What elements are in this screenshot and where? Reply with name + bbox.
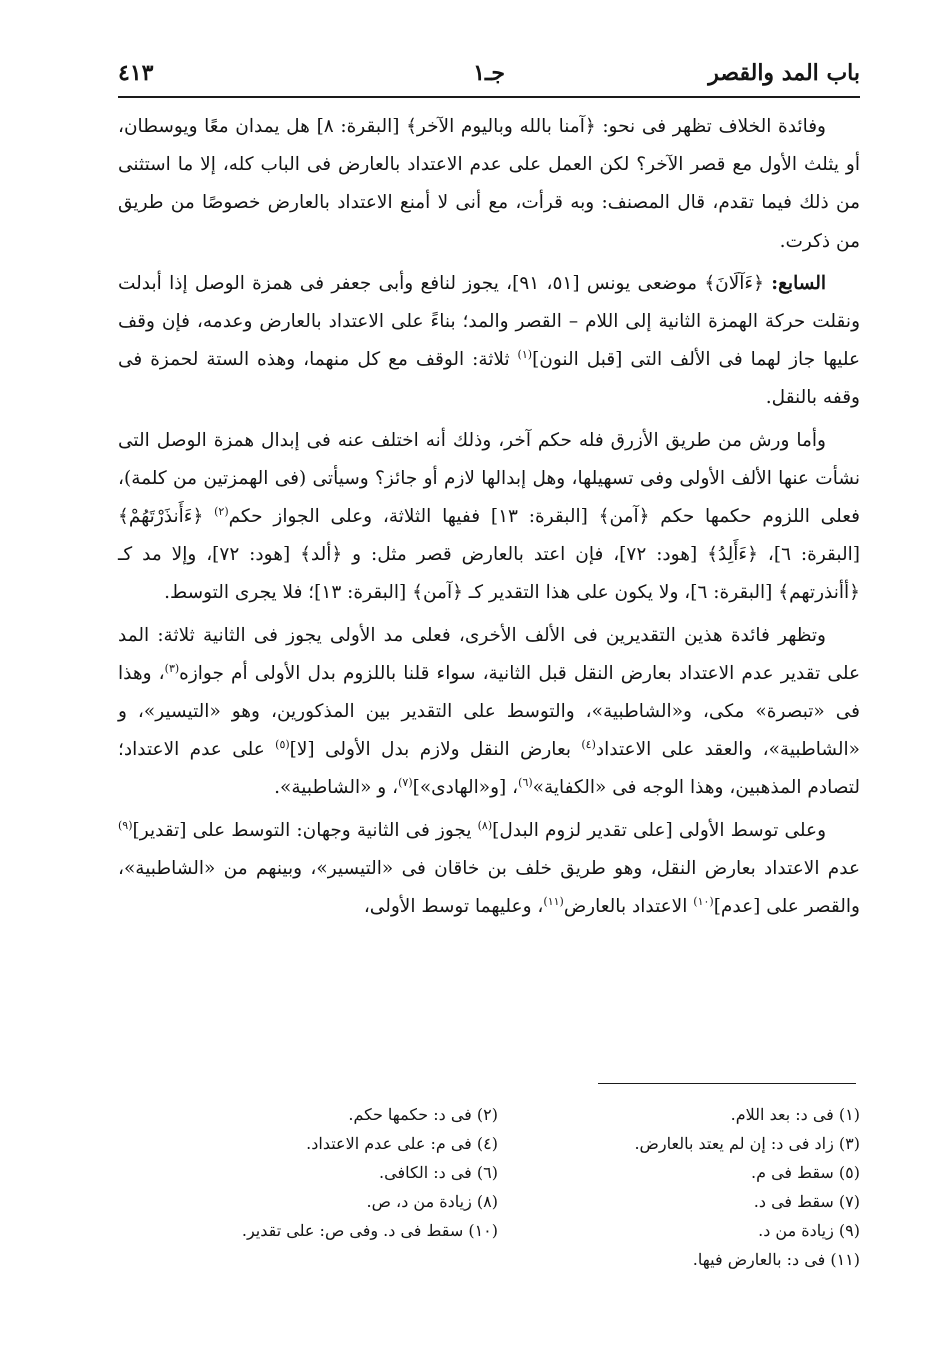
text-run: ، وعليهما توسط الأولى، <box>363 896 544 918</box>
text-run: وعلى توسط الأولى [على تقدير لزوم البدل] <box>492 819 827 841</box>
main-text <box>118 108 860 930</box>
footnote: (٩) زيادة من د. <box>758 1221 860 1240</box>
footnote: (٦) فى د: الكافى. <box>379 1163 498 1182</box>
footnote-ref: (٢) <box>214 504 229 518</box>
footnotes-right-column <box>500 1100 860 1274</box>
paragraph <box>118 265 860 418</box>
footnote: (٤) فى م: على عدم الاعتداد. <box>306 1134 498 1153</box>
footnote-ref: (١) <box>517 348 533 362</box>
volume-label: جـ١ <box>473 60 505 86</box>
footnote-ref: (٧) <box>398 776 413 790</box>
paragraph <box>118 812 860 927</box>
footnote-ref: (١٠) <box>693 894 714 908</box>
text-run: ثلاثة: الوقف مع كل منهما، وهذه الستة لحمزة فى وقفه بالنقل. <box>118 349 860 409</box>
page-header <box>118 56 860 98</box>
footnote-ref: (٩) <box>118 818 133 832</box>
footnote-ref: (٤) <box>581 738 596 752</box>
footnote: (١) فى د: بعد اللام. <box>730 1105 860 1124</box>
footnote: (٧) سقط فى د. <box>753 1192 860 1211</box>
text-run: وتظهر فائدة هذين التقديرين فى الألف الأخرى، فعلى مد الأولى يجوز فى الثانية ثلاثة: المد على تقدير عدم الاعتداد بعارض النقل قبل الثانية، سواء قلنا باللزوم بدل الأولى أم جوازه <box>118 624 860 684</box>
footnote: (٢) فى د: حكمها حكم. <box>348 1105 498 1124</box>
chapter-title: باب المد والقصر <box>708 60 860 86</box>
footnote: (٣) زاد فى د: إن لم يعتد بالعارض. <box>634 1134 860 1153</box>
text-run: وفائدة الخلاف تظهر فى نحو: ﴿آمنا بالله وباليوم الآخر﴾ [البقرة: ٨] هل يمدان معًا ويوسطان، أو يثلث الأول مع قصر الآخر؟ لكن العمل على عدم الاعتداد بالعارض فى الباب كله، إلا ما استثنى من ذلك فيما تقدم، قال المصنف: وبه قرأت، مع أنى لا أمنع الاعتداد بالعارض خصوصًا من طريق من ذكرت. <box>118 116 860 252</box>
footnote: (١٠) سقط فى د. وفى ص: على تقدير. <box>241 1221 498 1240</box>
paragraph <box>118 617 860 808</box>
page-number: ٤١٣ <box>118 60 154 86</box>
footnotes-left-column <box>118 1100 498 1245</box>
footnote-divider <box>598 1083 856 1084</box>
text-run: ﴿ءَأَنذَرْتَهُمْ﴾ [البقرة: ٦]، ﴿ءَأَلِدُ﴾ [هود: ٧٢]، فإن اعتد بالعارض قصر مثل: و ﴿ألد﴾ [هود: ٧٢]، وإلا مد كـ ﴿أأنذرتهم﴾ [البقرة: ٦]، ولا يكون على هذا التقدير كـ ﴿آمن﴾ [البقرة: ١٣]؛ فلا يجرى التوسط. <box>118 506 860 604</box>
text-run: الاعتداد بالعارض <box>563 896 694 918</box>
text-run: ، وهذا فى «تبصرة» مكى، و«الشاطبية»، والتوسط على التقدير بين المذكورين، وهو «التيسير»، و «الشاطبية»، والعقد على الاعتداد <box>118 662 860 761</box>
text-run: عدم الاعتداد بعارض النقل، وهو طريق خلف بن خاقان فى «التيسير»، وبينهم من «الشاطبية»، والقصر على [عدم] <box>118 857 860 918</box>
text-run: على عدم الاعتداد؛ لتصادم المذهبين، وهذا الوجه فى «الكفاية» <box>118 739 860 799</box>
text-run: بعارض النقل ولازم بدل الأولى [لا] <box>289 739 582 761</box>
text-run: يجوز فى الثانية وجهان: التوسط على [تقدير] <box>132 819 478 841</box>
footnote: (١١) فى د: بالعارض فيها. <box>692 1250 860 1269</box>
footnote: (٥) سقط فى م. <box>750 1163 860 1182</box>
footnote-ref: (١١) <box>543 894 564 908</box>
text-run: ، [و«الهادى»] <box>412 777 519 799</box>
text-run: ، و «الشاطبية». <box>274 777 399 799</box>
paragraph <box>118 108 860 261</box>
footnote-ref: (٦) <box>518 776 533 790</box>
paragraph <box>118 422 860 613</box>
footnote-ref: (٣) <box>164 661 180 675</box>
section-label: السابع: <box>771 272 826 294</box>
footnote: (٨) زيادة من د، ص. <box>366 1192 498 1211</box>
text-run: وأما ورش من طريق الأزرق فله حكم آخر، وذلك أنه اختلف عنه فى إبدال همزة الوصل التى نشأت عنها الألف الأولى وفى تسهيلها، وهل إبدالها لازم أو جائز؟ وسيأتى (فى الهمزتين من كلمة)، فعلى اللزوم حكمها حكم ﴿آمن﴾ [البقرة: ١٣] ففيها الثلاثة، وعلى الجواز حكم <box>118 429 860 528</box>
footnote-ref: (٥) <box>275 738 290 752</box>
footnote-ref: (٨) <box>477 818 493 832</box>
text-run: ﴿ءَآلَانَ﴾ موضعى يونس [٥١، ٩١]، يجوز لنافع وأبى جعفر فى همزة الوصل إذا أبدلت ونقلت حركة الهمزة الثانية إلى اللام – القصر والمد؛ بناءً على الاعتداد بالعارض وعدمه، فإن وقف عليها جاز لهما فى الألف التى [قبل النون] <box>118 272 860 371</box>
